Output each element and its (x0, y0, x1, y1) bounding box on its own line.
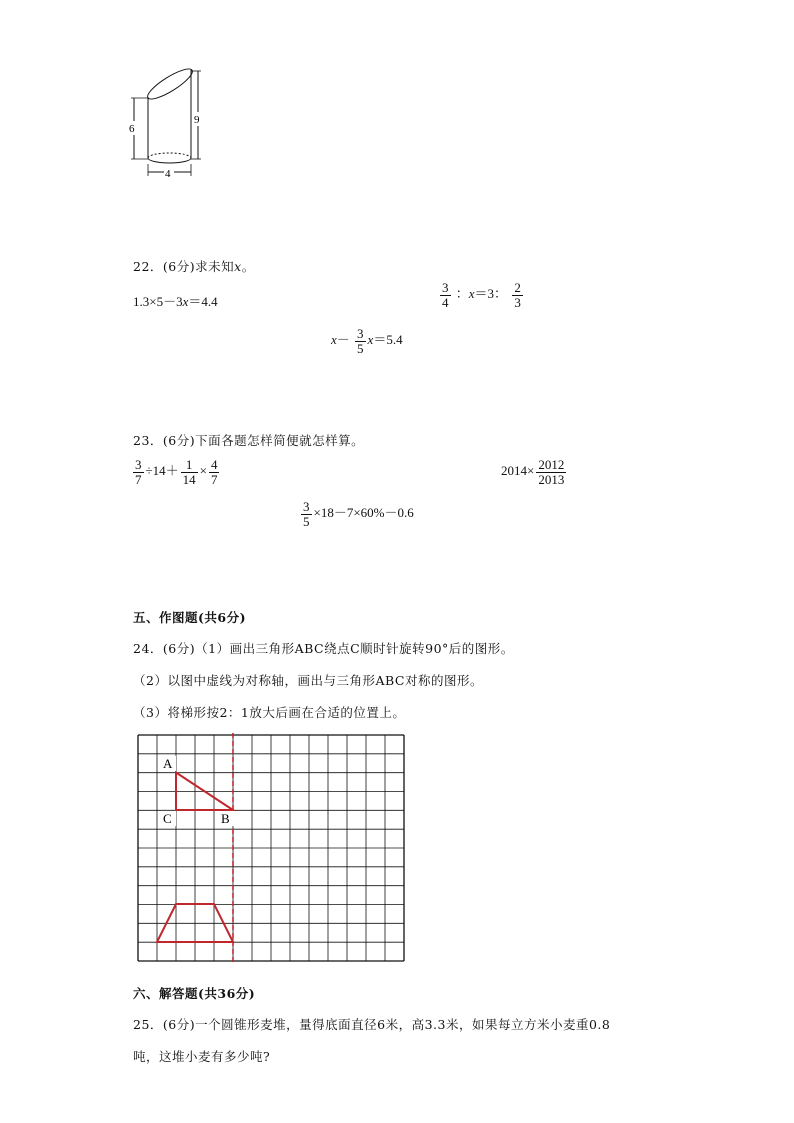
q24-line-1: 24．(6分)（1）画出三角形ABC绕点C顺时针旋转90°后的图形。 (133, 641, 514, 656)
q22-header: 22．(6分)求未知x。 (133, 259, 255, 274)
slanted-cylinder-figure (128, 62, 208, 180)
grid-lines (138, 735, 404, 961)
base-front-arc (148, 158, 191, 163)
left-height-label: 6 (129, 123, 135, 135)
q23-expression-2: 2014× $\frac{2012}{2013}$ (501, 457, 565, 487)
q22-equation-1: 1.3×5－3x＝4.4 (133, 294, 218, 309)
q23-expression-3: $\frac{3}{5}$ ×18－7×60%－0.6 (303, 499, 414, 529)
q23-header: 23．(6分)下面各题怎样简便就怎样算。 (133, 433, 365, 448)
q22-equation-2: $\frac{3}{4}$ ：x＝3： $\frac{2}{3}$ (442, 280, 521, 310)
label-a: A (163, 756, 173, 771)
right-height-label: 9 (194, 114, 200, 126)
section-6-title: 六、解答题(共36分) (133, 986, 256, 1001)
q22-equation-3: x－ $\frac{3}{5}$ x＝5.4 (331, 326, 403, 356)
q25-line-1: 25．(6分)一个圆锥形麦堆，量得底面直径6米，高3.3米，如果每立方米小麦重0.8 (133, 1017, 611, 1032)
base-back-arc (148, 153, 191, 158)
drawing-grid[interactable] (136, 733, 408, 963)
diameter-label: 4 (165, 168, 171, 180)
q25-line-2: 吨，这堆小麦有多少吨? (133, 1049, 271, 1064)
label-c: C (163, 811, 172, 826)
label-b: B (221, 811, 230, 826)
section-5-title: 五、作图题(共6分) (133, 610, 247, 625)
q23-expression-1: $\frac{3}{7}$ ÷14＋ $\frac{1}{14}$ × $\frac{4}{7}$ (135, 457, 218, 487)
q24-line-3: （3）将梯形按2：1放大后画在合适的位置上。 (133, 705, 406, 720)
q24-line-2: （2）以图中虚线为对称轴，画出与三角形ABC对称的图形。 (133, 673, 483, 688)
top-slanted-ellipse (144, 64, 196, 103)
